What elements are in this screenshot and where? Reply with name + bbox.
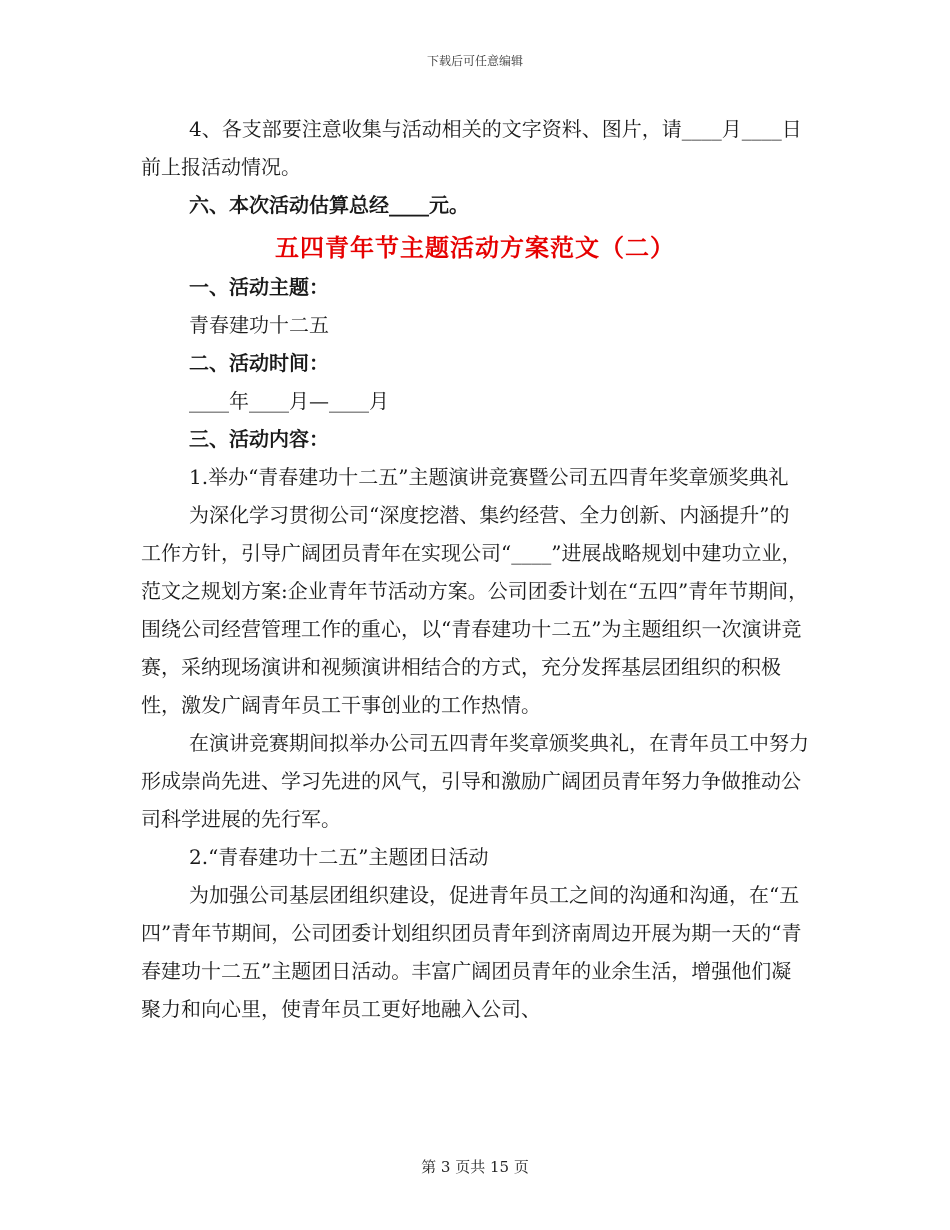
- time-text: ____年____月—____月: [189, 389, 389, 413]
- document-title: 五四青年节主题活动方案范文（二）: [275, 233, 675, 262]
- page-header: 下载后可任意编辑: [426, 54, 523, 68]
- subsection-2: 2.“青春建功十二五”主题团日活动: [189, 845, 489, 869]
- paragraph-3: 为加强公司基层团组织建设，促进青年员工之间的沟通和沟通，在“五四”青年节期间，公司团委计划组织团员青年到济南周边开展为期一天的“青春建功十二五”主题团日活动。丰富广阔团员青年的业余生活，增强他们凝聚力和向心里，使青年员工更好地融入公司、: [141, 883, 802, 1021]
- subsection-1: 1.举办“青春建功十二五”主题演讲竞赛暨公司五四青年奖章颁奖典礼: [189, 465, 789, 489]
- paragraph-1: 为深化学习贯彻公司“深度挖潜、集约经营、全力创新、内涵提升”的工作方针，引导广阔团员青年在实现公司“____”进展战略规划中建功立业，范文之规划方案:企业青年节活动方案。公司团委计划在“五四”青年节期间，围绕公司经营管理工作的重心，以“青春建功十二五”为主题组织一次演讲竞赛，采纳现场演讲和视频演讲相结合的方式，充分发挥基层团组织的积极性，激发广阔青年员工干事创业的工作热情。: [141, 503, 809, 717]
- paragraph-2: 在演讲竞赛期间拟举办公司五四青年奖章颁奖典礼，在青年员工中努力形成崇尚先进、学习先进的风气，引导和激励广阔团员青年努力争做推动公司科学进展的先行军。: [141, 731, 809, 831]
- section-heading-6: 六、本次活动估算总经____元。: [189, 193, 469, 217]
- section-heading-2: 二、活动时间：: [189, 351, 329, 375]
- list-item-4: 4、各支部要注意收集与活动相关的文字资料、图片，请____月____日前上报活动情况。: [141, 117, 802, 179]
- section-heading-1: 一、活动主题：: [189, 275, 329, 299]
- section-heading-3: 三、活动内容：: [189, 427, 329, 451]
- theme-text: 青春建功十二五: [189, 313, 329, 337]
- page-footer: 第 3 页共 15 页: [421, 1158, 529, 1176]
- document-body: [141, 110, 809, 1028]
